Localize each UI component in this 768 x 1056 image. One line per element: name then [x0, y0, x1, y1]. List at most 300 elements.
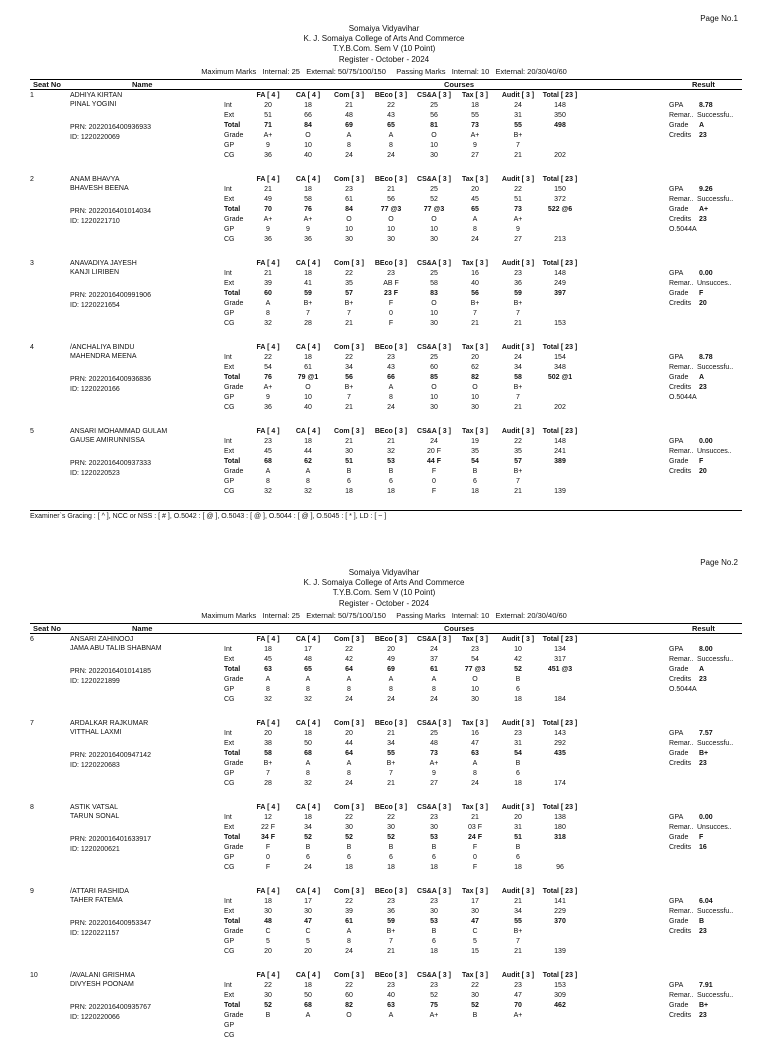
prn-number: PRN: 2022016400947142 — [70, 752, 151, 759]
mark-cell: 22 — [264, 354, 272, 361]
mark-cell: 22 — [345, 354, 353, 361]
mark-cell: 52 — [387, 834, 395, 841]
mark-cell: 18 — [264, 646, 272, 653]
mark-cell: 6 — [516, 854, 520, 861]
course-header: Tax [ 3 ] — [462, 92, 488, 99]
credits-label: Credits — [669, 300, 692, 307]
mark-cell: B+ — [513, 468, 523, 475]
mark-cell: 70 — [264, 206, 272, 213]
student-record — [0, 888, 768, 972]
mark-cell: 54 — [471, 656, 479, 663]
mark-cell: 76 — [304, 206, 312, 213]
mark-cell: 55 — [471, 112, 479, 119]
grade-label: Grade — [669, 122, 689, 129]
mark-cell: 45 — [264, 448, 272, 455]
mark-cell: 12 — [264, 814, 272, 821]
mark-cell: 63 — [471, 750, 479, 757]
mark-cell: 82 — [345, 1002, 353, 1009]
row-label: Int — [224, 270, 232, 277]
gpa-label: GPA — [669, 270, 684, 277]
mark-cell: 49 — [387, 656, 395, 663]
mark-cell: 18 — [345, 864, 353, 871]
course-header: Com [ 3 ] — [334, 92, 364, 99]
row-label: Total — [224, 374, 241, 381]
mark-cell: 69 — [345, 122, 353, 129]
remark-label: Remar.. — [669, 448, 694, 455]
mark-cell: 21 — [514, 488, 522, 495]
course-header: Audit [ 3 ] — [501, 720, 535, 727]
mark-cell: 20 — [264, 730, 272, 737]
course-header: Com [ 3 ] — [334, 428, 364, 435]
course-header: Total [ 23 ] — [542, 176, 578, 183]
result-grade: F — [699, 458, 704, 465]
mark-cell: 57 — [345, 290, 353, 297]
mark-cell: 30 — [264, 908, 272, 915]
student-name: /ANCHALIYA BINDU — [70, 344, 135, 351]
student-name: ANAM BHAVYA — [70, 176, 120, 183]
mark-cell: F — [265, 864, 271, 871]
mark-cell: 66 — [304, 112, 312, 119]
course-header: FA [ 4 ] — [256, 972, 280, 979]
result-grade: A — [699, 122, 705, 129]
row-label: Total — [224, 750, 241, 757]
gpa-value: 8.78 — [699, 354, 713, 361]
university-name: Somaiya Vidyavihar — [348, 568, 420, 577]
mark-cell: 65 — [387, 122, 395, 129]
remark-label: Remar.. — [669, 656, 694, 663]
row-label: GP — [224, 938, 235, 945]
mark-cell: 75 — [430, 1002, 438, 1009]
parent-name: BHAVESH BEENA — [70, 185, 129, 192]
mark-cell: 22 — [387, 102, 395, 109]
mark-cell: 59 — [514, 290, 522, 297]
mark-cell: A — [265, 300, 271, 307]
row-label: Int — [224, 354, 232, 361]
mark-cell: 24 F — [467, 834, 482, 841]
mark-cell: 18 — [471, 102, 479, 109]
mark-cell: O — [305, 132, 311, 139]
col-result: Result — [692, 80, 715, 89]
student-record — [0, 344, 768, 428]
result-grade: F — [699, 290, 704, 297]
course-header: BEco [ 3 ] — [374, 972, 408, 979]
mark-cell: 27 — [514, 236, 522, 243]
mark-cell: AB F — [383, 280, 399, 287]
mark-cell: 0 — [266, 854, 270, 861]
row-label: CG — [224, 320, 235, 327]
mark-cell: 8 — [306, 770, 310, 777]
mark-cell: 20 F — [426, 448, 441, 455]
mark-cell: 70 — [514, 1002, 522, 1009]
mark-cell: 30 — [264, 992, 272, 999]
remark-value: Successfu.. — [697, 196, 734, 203]
result-grade: B — [699, 918, 705, 925]
gpa-label: GPA — [669, 814, 684, 821]
student-name: /AVALANI GRISHMA — [70, 972, 136, 979]
mark-cell: 48 — [345, 112, 353, 119]
mark-cell: 9 — [306, 226, 310, 233]
credits-value: 23 — [699, 760, 707, 767]
credits-value: 23 — [699, 384, 707, 391]
remark-value: Successfu.. — [697, 740, 734, 747]
mark-cell: 22 — [387, 814, 395, 821]
row-label: Grade — [224, 300, 244, 307]
mark-cell: 370 — [554, 918, 566, 925]
mark-cell: 52 — [430, 196, 438, 203]
mark-cell: 15 — [471, 948, 479, 955]
mark-cell: 7 — [516, 394, 520, 401]
course-header: Tax [ 3 ] — [462, 636, 488, 643]
mark-cell: A — [305, 676, 311, 683]
mark-cell: 40 — [304, 152, 312, 159]
parent-name: TARUN SONAL — [70, 813, 120, 820]
mark-cell: 7 — [389, 938, 393, 945]
seat-number: 2 — [30, 176, 34, 183]
col-name: Name — [132, 80, 153, 89]
row-label: Grade — [224, 676, 244, 683]
mark-cell: 6 — [347, 854, 351, 861]
credits-value: 20 — [699, 300, 707, 307]
mark-cell: A — [388, 384, 394, 391]
mark-cell: 8 — [306, 686, 310, 693]
mark-cell: 42 — [345, 656, 353, 663]
seat-number: 3 — [30, 260, 34, 267]
mark-cell: B+ — [386, 928, 396, 935]
mark-cell: 18 — [471, 488, 479, 495]
gpa-value: 8.00 — [699, 646, 713, 653]
grade-label: Grade — [669, 290, 689, 297]
course-header: Tax [ 3 ] — [462, 888, 488, 895]
mark-cell: 153 — [554, 982, 566, 989]
course-header: BEco [ 3 ] — [374, 804, 408, 811]
row-label: Grade — [224, 1012, 244, 1019]
course-header: CS&A [ 3 ] — [417, 428, 451, 435]
mark-cell: 39 — [345, 908, 353, 915]
mark-cell: 10 — [387, 226, 395, 233]
mark-cell: F — [388, 320, 394, 327]
mark-cell: 21 — [345, 404, 353, 411]
col-result: Result — [692, 624, 715, 633]
course-header: Total [ 23 ] — [542, 344, 578, 351]
mark-cell: B — [515, 760, 521, 767]
mark-cell: A — [431, 676, 437, 683]
mark-cell: F — [472, 864, 478, 871]
mark-cell: 61 — [345, 196, 353, 203]
credits-value: 23 — [699, 1012, 707, 1019]
mark-cell: 21 — [345, 320, 353, 327]
mark-cell: O — [472, 384, 478, 391]
mark-cell: F — [431, 468, 437, 475]
prn-number: PRN: 2020016401633917 — [70, 836, 151, 843]
remark-value: Successfu.. — [697, 112, 734, 119]
mark-cell: 18 — [304, 270, 312, 277]
mark-cell: 27 — [471, 152, 479, 159]
mark-cell: 20 — [471, 354, 479, 361]
row-label: Int — [224, 646, 232, 653]
mark-cell: 8 — [347, 770, 351, 777]
mark-cell: 34 — [345, 364, 353, 371]
mark-cell: 39 — [264, 280, 272, 287]
row-label: Total — [224, 458, 241, 465]
seat-number: 6 — [30, 636, 34, 643]
mark-cell: 30 — [471, 404, 479, 411]
mark-cell: O — [388, 216, 394, 223]
mark-cell: 213 — [554, 236, 566, 243]
mark-cell: 64 — [345, 666, 353, 673]
mark-cell: 23 — [514, 270, 522, 277]
mark-cell: 20 — [514, 814, 522, 821]
mark-cell: 498 — [554, 122, 566, 129]
mark-cell: 58 — [514, 374, 522, 381]
row-label: CG — [224, 236, 235, 243]
mark-cell: 32 — [304, 696, 312, 703]
mark-cell: 21 — [387, 948, 395, 955]
mark-cell: 389 — [554, 458, 566, 465]
student-record — [0, 260, 768, 344]
mark-cell: B — [346, 468, 352, 475]
mark-cell: 24 — [430, 438, 438, 445]
mark-cell: 48 — [264, 918, 272, 925]
mark-cell: 30 — [471, 696, 479, 703]
mark-cell: 55 — [387, 750, 395, 757]
mark-cell: 23 — [514, 982, 522, 989]
mark-cell: 7 — [306, 310, 310, 317]
mark-cell: 9 — [266, 226, 270, 233]
mark-cell: B+ — [513, 132, 523, 139]
grade-label: Grade — [669, 834, 689, 841]
row-label: Grade — [224, 468, 244, 475]
student-id: ID: 1220220523 — [70, 470, 120, 477]
mark-cell: 522 @6 — [547, 206, 573, 213]
course-header: CA [ 4 ] — [295, 804, 321, 811]
remark-label: Remar.. — [669, 824, 694, 831]
course-header: Audit [ 3 ] — [501, 92, 535, 99]
mark-cell: 148 — [554, 438, 566, 445]
mark-cell: 36 — [304, 236, 312, 243]
mark-cell: 8 — [306, 478, 310, 485]
mark-cell: 55 — [514, 918, 522, 925]
mark-cell: 8 — [389, 686, 393, 693]
mark-cell: 23 F — [383, 290, 398, 297]
mark-cell: 462 — [554, 1002, 566, 1009]
mark-cell: B — [431, 844, 437, 851]
mark-cell: 36 — [264, 236, 272, 243]
student-name: /ATTARI RASHIDA — [70, 888, 129, 895]
mark-cell: 56 — [471, 290, 479, 297]
student-id: ID: 1220221899 — [70, 678, 120, 685]
mark-cell: 22 — [345, 646, 353, 653]
mark-cell: 139 — [554, 488, 566, 495]
course-header: Total [ 23 ] — [542, 92, 578, 99]
mark-cell: 9 — [266, 142, 270, 149]
gpa-value: 0.00 — [699, 438, 713, 445]
prn-number: PRN: 2022016401014185 — [70, 668, 151, 675]
mark-cell: 20 — [387, 646, 395, 653]
gpa-value: 7.91 — [699, 982, 713, 989]
credits-label: Credits — [669, 844, 692, 851]
mark-cell: 65 — [304, 666, 312, 673]
mark-cell: 18 — [345, 488, 353, 495]
gpa-label: GPA — [669, 438, 684, 445]
parent-name: TAHER FATEMA — [70, 897, 123, 904]
row-label: GP — [224, 478, 235, 485]
mark-cell: 30 — [345, 236, 353, 243]
mark-cell: 20 — [304, 948, 312, 955]
mark-cell: 64 — [345, 750, 353, 757]
credits-value: 20 — [699, 468, 707, 475]
seat-number: 9 — [30, 888, 34, 895]
mark-cell: 34 F — [260, 834, 275, 841]
course-header: BEco [ 3 ] — [374, 344, 408, 351]
mark-cell: 7 — [516, 478, 520, 485]
mark-cell: 51 — [514, 834, 522, 841]
mark-cell: 184 — [554, 696, 566, 703]
mark-cell: 25 — [430, 186, 438, 193]
course-header: CA [ 4 ] — [295, 972, 321, 979]
credits-value: 16 — [699, 844, 707, 851]
mark-cell: 23 — [264, 438, 272, 445]
col-seat-no: Seat No — [33, 624, 61, 633]
mark-cell: 36 — [264, 404, 272, 411]
student-id: ID: 1220221654 — [70, 302, 120, 309]
mark-cell: 0 — [473, 854, 477, 861]
course-header: CS&A [ 3 ] — [417, 176, 451, 183]
mark-cell: 21 — [387, 186, 395, 193]
mark-cell: O — [346, 1012, 352, 1019]
mark-cell: 27 — [430, 780, 438, 787]
row-label: GP — [224, 1022, 235, 1029]
course-header: CS&A [ 3 ] — [417, 344, 451, 351]
remark-value: Unsucces.. — [697, 280, 732, 287]
mark-cell: 32 — [304, 780, 312, 787]
mark-cell: 18 — [304, 982, 312, 989]
col-seat-no: Seat No — [33, 80, 61, 89]
mark-cell: 52 — [471, 1002, 479, 1009]
mark-cell: 58 — [264, 750, 272, 757]
course-header: Total [ 23 ] — [542, 804, 578, 811]
mark-cell: 22 F — [260, 824, 275, 831]
mark-cell: 20 — [471, 186, 479, 193]
row-label: Int — [224, 898, 232, 905]
mark-cell: 63 — [264, 666, 272, 673]
course-header: Com [ 3 ] — [334, 720, 364, 727]
course-header: Audit [ 3 ] — [501, 972, 535, 979]
student-name: ADHIYA KIRTAN — [70, 92, 123, 99]
mark-cell: 21 — [514, 404, 522, 411]
mark-cell: 23 — [514, 730, 522, 737]
row-label: Grade — [224, 132, 244, 139]
mark-cell: 18 — [387, 488, 395, 495]
mark-cell: O — [305, 384, 311, 391]
mark-cell: 21 — [514, 948, 522, 955]
mark-cell: 435 — [554, 750, 566, 757]
row-label: Ext — [224, 908, 235, 915]
mark-cell: 18 — [387, 864, 395, 871]
course-header: Audit [ 3 ] — [501, 428, 535, 435]
course-header: CA [ 4 ] — [295, 344, 321, 351]
row-label: Int — [224, 982, 232, 989]
mark-cell: 8 — [347, 142, 351, 149]
mark-cell: A+ — [429, 1012, 439, 1019]
mark-cell: O — [472, 676, 478, 683]
gpa-label: GPA — [669, 102, 684, 109]
mark-cell: 32 — [304, 488, 312, 495]
mark-cell: 21 — [387, 438, 395, 445]
mark-cell: 10 — [430, 142, 438, 149]
row-label: GP — [224, 142, 235, 149]
student-name: ANAVADIYA JAYESH — [70, 260, 137, 267]
mark-cell: 84 — [304, 122, 312, 129]
result-grade: A — [699, 666, 705, 673]
student-record — [0, 804, 768, 888]
mark-cell: 77 @3 — [380, 206, 402, 213]
mark-cell: 6 — [432, 938, 436, 945]
course-header: CS&A [ 3 ] — [417, 720, 451, 727]
parent-name: GAUSE AMIRUNNISSA — [70, 437, 145, 444]
mark-cell: A — [305, 760, 311, 767]
student-record — [0, 720, 768, 804]
row-label: Ext — [224, 992, 235, 999]
mark-cell: 36 — [264, 152, 272, 159]
mark-cell: 31 — [514, 740, 522, 747]
row-label: Ext — [224, 824, 235, 831]
course-header: BEco [ 3 ] — [374, 636, 408, 643]
mark-cell: 68 — [304, 750, 312, 757]
grade-label: Grade — [669, 374, 689, 381]
seat-number: 8 — [30, 804, 34, 811]
credits-label: Credits — [669, 468, 692, 475]
mark-cell: 59 — [304, 290, 312, 297]
mark-cell: 62 — [304, 458, 312, 465]
mark-cell: 42 — [514, 656, 522, 663]
mark-cell: 32 — [264, 320, 272, 327]
mark-cell: B — [515, 676, 521, 683]
mark-cell: 17 — [304, 898, 312, 905]
mark-cell: 63 — [387, 1002, 395, 1009]
mark-cell: 40 — [471, 280, 479, 287]
row-label: CG — [224, 1032, 235, 1039]
mark-cell: 66 — [387, 374, 395, 381]
mark-cell: A+ — [263, 216, 273, 223]
mark-cell: 36 — [514, 280, 522, 287]
mark-cell: B — [431, 928, 437, 935]
course-header: Audit [ 3 ] — [501, 344, 535, 351]
mark-cell: 30 — [430, 824, 438, 831]
student-record — [0, 636, 768, 720]
remark-label: Remar.. — [669, 992, 694, 999]
mark-cell: 30 — [387, 824, 395, 831]
mark-cell: 22 — [345, 270, 353, 277]
parent-name: JAMA ABU TALIB SHABNAM — [70, 645, 162, 652]
student-record — [0, 92, 768, 176]
mark-cell: 35 — [514, 448, 522, 455]
course-header: FA [ 4 ] — [256, 636, 280, 643]
row-label: GP — [224, 226, 235, 233]
student-name: ASTIK VATSAL — [70, 804, 118, 811]
mark-cell: 10 — [514, 646, 522, 653]
row-label: Int — [224, 730, 232, 737]
prn-number: PRN: 2022016400936836 — [70, 376, 151, 383]
mark-cell: 50 — [304, 740, 312, 747]
ordinance-note: O.5044A — [669, 226, 697, 233]
mark-cell: 58 — [304, 196, 312, 203]
mark-cell: 22 — [514, 186, 522, 193]
mark-cell: 397 — [554, 290, 566, 297]
credits-label: Credits — [669, 928, 692, 935]
header-rule-bottom — [30, 89, 742, 90]
mark-cell: 9 — [266, 394, 270, 401]
mark-cell: 6 — [432, 854, 436, 861]
